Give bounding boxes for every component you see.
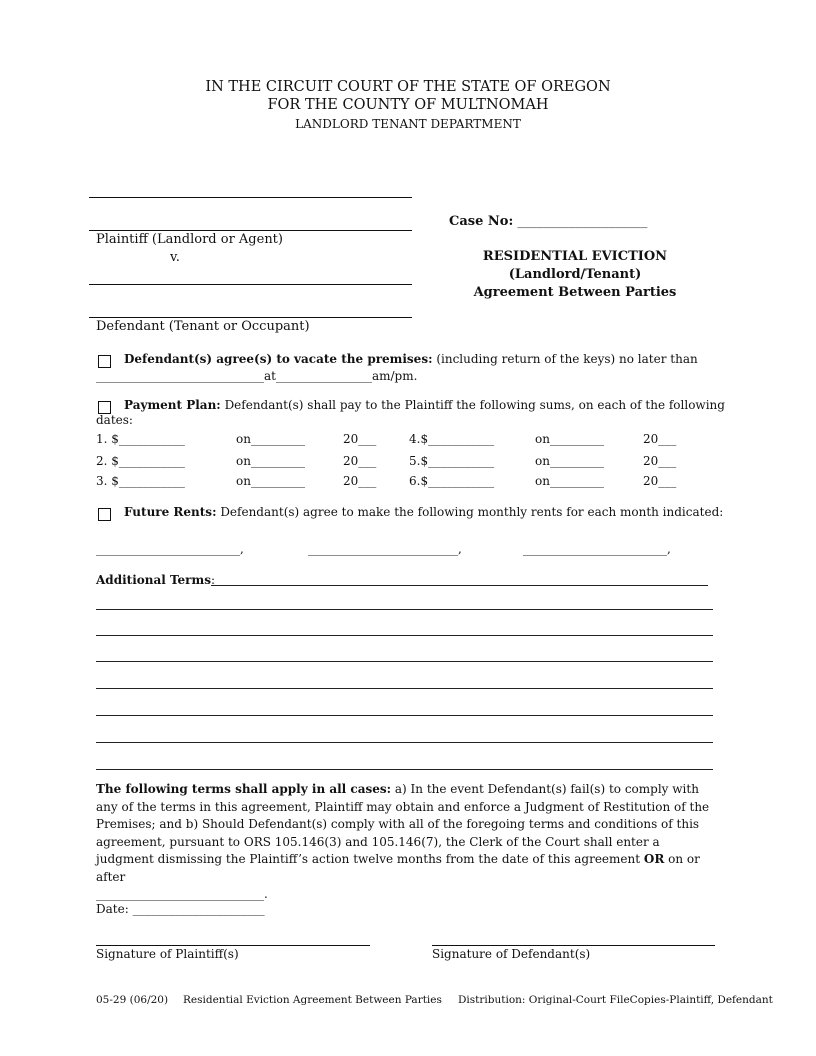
terms-body-2: on or after bbox=[96, 852, 700, 884]
payment-row-2-date-b[interactable]: on_________ bbox=[535, 454, 604, 468]
additional-terms-heading: Additional Terms bbox=[96, 573, 211, 587]
plaintiff-name-line-1[interactable] bbox=[89, 197, 412, 198]
vacate-checkbox[interactable] bbox=[98, 355, 111, 368]
payment-row-1-amount-a[interactable]: 1. $___________ bbox=[96, 432, 185, 446]
terms-paragraph bbox=[96, 781, 720, 904]
future-rent-blank-2[interactable]: _________________________, bbox=[308, 542, 462, 556]
payment-row-1-amount-b[interactable]: 4.$___________ bbox=[409, 432, 495, 446]
distribution-note: Distribution: Original-Court FileCopies-Plaintiff, Defendant bbox=[458, 994, 773, 1006]
future-rent-blank-1[interactable]: ________________________, bbox=[96, 542, 244, 556]
title-line-1: RESIDENTIAL EVICTION bbox=[482, 249, 668, 264]
case-number-label: Case No: bbox=[449, 214, 514, 229]
form-number: 05-29 (06/20) bbox=[96, 994, 169, 1006]
plaintiff-signature-label: Signature of Plaintiff(s) bbox=[96, 947, 239, 961]
future-rent-blank-3[interactable]: ________________________, bbox=[523, 542, 671, 556]
additional-terms-line-0[interactable] bbox=[211, 585, 708, 586]
payment-row-3-amount-b[interactable]: 6.$___________ bbox=[409, 474, 495, 488]
defendant-signature-label: Signature of Defendant(s) bbox=[432, 947, 591, 961]
additional-terms-line-2[interactable] bbox=[96, 635, 713, 636]
future-rents-text: Defendant(s) agree to make the following monthly rents for each month indicated: bbox=[216, 505, 724, 519]
additional-terms-line-7[interactable] bbox=[96, 769, 713, 770]
vacate-date-time-blanks[interactable]: ____________________________at________________am/pm. bbox=[96, 369, 418, 383]
additional-terms-line-4[interactable] bbox=[96, 688, 713, 689]
additional-terms-line-3[interactable] bbox=[96, 661, 713, 662]
title-line-2: (Landlord/Tenant) bbox=[508, 267, 642, 282]
payment-plan-text-2: dates: bbox=[96, 413, 133, 427]
payment-row-1-date-b[interactable]: on_________ bbox=[535, 432, 604, 446]
vacate-clause bbox=[124, 352, 698, 366]
payment-plan-text: Defendant(s) shall pay to the Plaintiff the following sums, on each of the following bbox=[220, 398, 725, 412]
department-title: LANDLORD TENANT DEPARTMENT bbox=[295, 117, 521, 131]
vacate-heading: Defendant(s) agree(s) to vacate the premises: bbox=[124, 352, 433, 366]
title-line-3: Agreement Between Parties bbox=[473, 285, 677, 300]
additional-terms-line-6[interactable] bbox=[96, 742, 713, 743]
case-number[interactable] bbox=[449, 214, 647, 229]
additional-terms-colon: : bbox=[210, 573, 216, 587]
payment-row-3-date-a[interactable]: on_________ bbox=[236, 474, 305, 488]
terms-body-1: a) In the event Defendant(s) fail(s) to comply with any of the terms in this agreement, Plaintiff may obtain and enforce a Judgment of Restitution of the Premises; and b) Should Defendant(s) comply with all of the foregoing terms and conditions of this agreement, pursuant to ORS 105.146(3) and 105.146(7), the Clerk of the Court shall enter a judgment dismissing the Plaintiff’s action twelve months from the date of this agreement bbox=[96, 782, 710, 866]
defendant-name-line-2[interactable] bbox=[89, 317, 412, 318]
date-field[interactable] bbox=[96, 902, 265, 916]
future-rents-checkbox[interactable] bbox=[98, 508, 111, 521]
future-rents-clause bbox=[124, 505, 723, 519]
additional-terms-line-5[interactable] bbox=[96, 715, 713, 716]
form-title: Residential Eviction Agreement Between Parties bbox=[183, 994, 442, 1006]
court-title: IN THE CIRCUIT COURT OF THE STATE OF OREGON bbox=[205, 79, 611, 95]
document-title bbox=[440, 248, 710, 302]
payment-row-2-year-a[interactable]: 20___ bbox=[343, 454, 377, 468]
terms-date-blank[interactable]: ____________________________. bbox=[96, 887, 268, 901]
payment-row-1-year-b[interactable]: 20___ bbox=[643, 432, 677, 446]
additional-terms-label bbox=[96, 573, 215, 587]
payment-row-3-year-a[interactable]: 20___ bbox=[343, 474, 377, 488]
additional-terms-line-1[interactable] bbox=[96, 609, 713, 610]
county-title: FOR THE COUNTY OF MULTNOMAH bbox=[267, 97, 549, 113]
payment-row-2-amount-a[interactable]: 2. $___________ bbox=[96, 454, 185, 468]
payment-plan-clause bbox=[124, 398, 725, 412]
terms-or: OR bbox=[643, 852, 665, 866]
payment-row-2-amount-b[interactable]: 5.$___________ bbox=[409, 454, 495, 468]
plaintiff-signature-line[interactable] bbox=[96, 945, 370, 946]
payment-row-1-year-a[interactable]: 20___ bbox=[343, 432, 377, 446]
payment-row-3-year-b[interactable]: 20___ bbox=[643, 474, 677, 488]
versus-label: v. bbox=[170, 250, 180, 265]
vacate-text: (including return of the keys) no later than bbox=[432, 352, 698, 366]
payment-row-2-date-a[interactable]: on_________ bbox=[236, 454, 305, 468]
date-blank[interactable]: ______________________ bbox=[132, 902, 265, 916]
case-number-blank[interactable]: ____________________ bbox=[517, 214, 648, 229]
defendant-label: Defendant (Tenant or Occupant) bbox=[96, 319, 310, 334]
plaintiff-label: Plaintiff (Landlord or Agent) bbox=[96, 232, 283, 247]
payment-plan-heading: Payment Plan: bbox=[124, 398, 221, 412]
payment-row-1-date-a[interactable]: on_________ bbox=[236, 432, 305, 446]
terms-heading: The following terms shall apply in all cases: bbox=[96, 782, 392, 796]
payment-row-3-amount-a[interactable]: 3. $___________ bbox=[96, 474, 185, 488]
plaintiff-name-line-2[interactable] bbox=[89, 230, 412, 231]
payment-row-2-year-b[interactable]: 20___ bbox=[643, 454, 677, 468]
date-label: Date: bbox=[96, 902, 129, 916]
payment-row-3-date-b[interactable]: on_________ bbox=[535, 474, 604, 488]
future-rents-heading: Future Rents: bbox=[124, 505, 217, 519]
defendant-signature-line[interactable] bbox=[432, 945, 715, 946]
defendant-name-line-1[interactable] bbox=[89, 284, 412, 285]
